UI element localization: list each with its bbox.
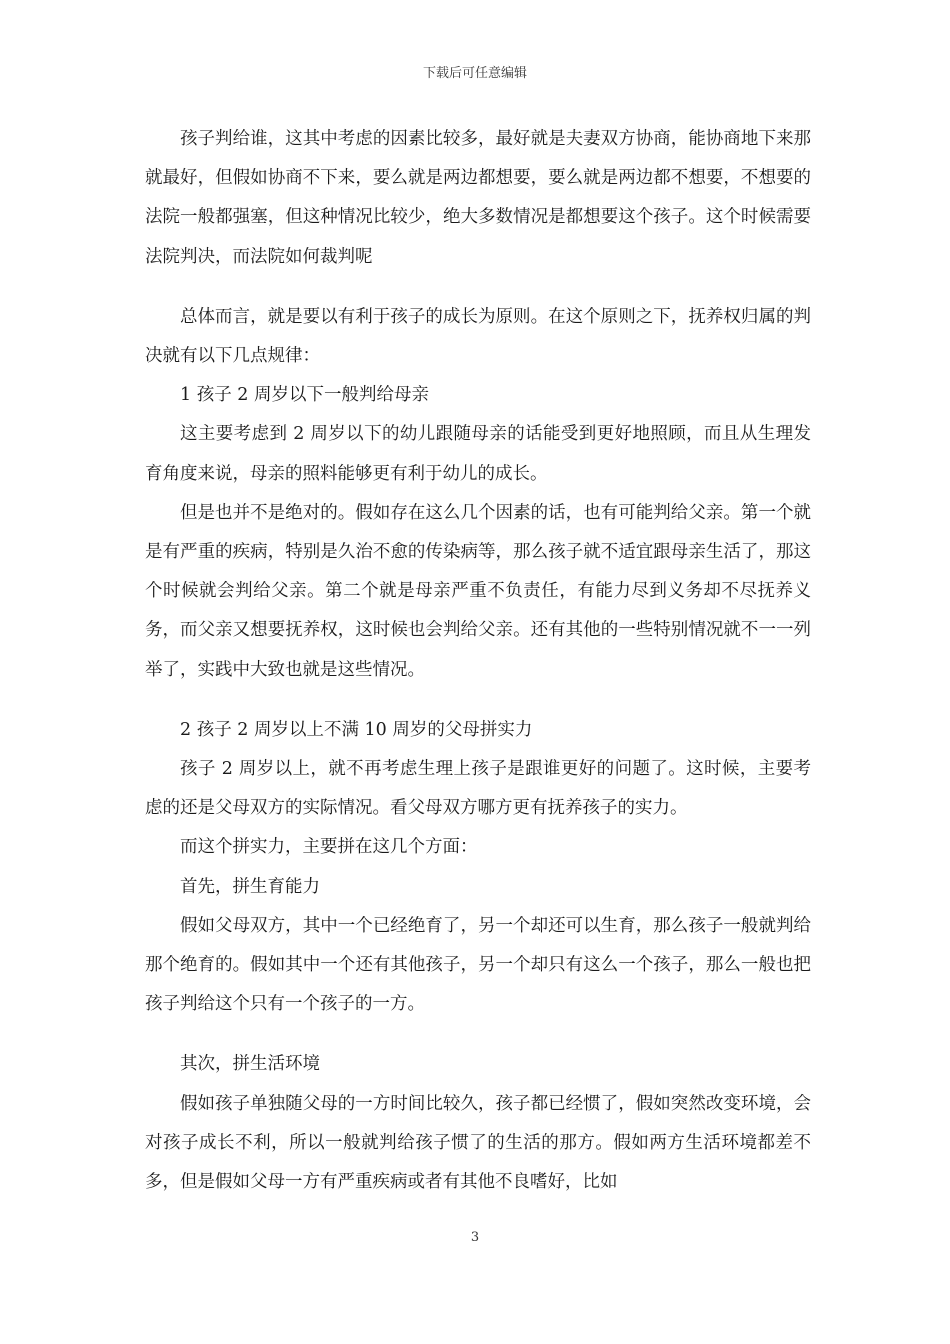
heading-under-two: 1 孩子 2 周岁以下一般判给母亲 [180, 385, 429, 406]
paragraph-aspects: 而这个拼实力，主要拼在这几个方面： [180, 837, 478, 858]
paragraph-principle: 总体而言，就是要以有利于孩子的成长为原则。在这个原则之下，抚养权归属的判决就有以下几点规律： [145, 306, 811, 367]
page-header: 下载后可任意编辑 [422, 66, 527, 81]
document-body [145, 120, 811, 1202]
paragraph-exceptions: 但是也并不是绝对的。假如存在这么几个因素的话，也有可能判给父亲。第一个就是有严重的疾病，特别是久治不愈的传染病等，那么孩子就不适宜跟母亲生活了，那这个时候就会判给父亲。第二个就是母亲严重不负责任，有能力尽到义务却不尽抚养义务，而父亲又想要抚养权，这时候也会判给父亲。还有其他的一些特别情况就不一一列举了，实践中大致也就是这些情况。 [145, 502, 811, 680]
paragraph-under-two-reason: 这主要考虑到 2 周岁以下的幼儿跟随母亲的话能受到更好地照顾，而且从生理发育角度来说，母亲的照料能够更有利于幼儿的成长。 [145, 424, 811, 484]
paragraph-fertility: 假如父母双方，其中一个已经绝育了，另一个却还可以生育，那么孩子一般就判给那个绝育的。假如其中一个还有其他孩子，另一个却只有这么一个孩子，那么一般也把孩子判给这个只有一个孩子的一方。 [145, 915, 811, 1015]
paragraph-intro: 孩子判给谁，这其中考虑的因素比较多，最好就是夫妻双方协商，能协商地下来那就最好，但假如协商不下来，要么就是两边都想要，要么就是两边都不想要，不想要的法院一般都强塞，但这种情况比较少，绝大多数情况是都想要这个孩子。这个时候需要法院判决，而法院如何裁判呢 [145, 129, 811, 267]
heading-two-to-ten: 2 孩子 2 周岁以上不满 10 周岁的父母拼实力 [180, 719, 533, 740]
paragraph-two-to-ten: 孩子 2 周岁以上，就不再考虑生理上孩子是跟谁更好的问题了。这时候，主要考虑的还是父母双方的实际情况。看父母双方哪方更有抚养孩子的实力。 [145, 759, 811, 819]
paragraph-environment: 假如孩子单独随父母的一方时间比较久，孩子都已经惯了，假如突然改变环境，会对孩子成长不利，所以一般就判给孩子惯了的生活的那方。假如两方生活环境都差不多，但是假如父母一方有严重疾病或者有其他不良嗜好，比如 [145, 1093, 811, 1193]
heading-fertility: 首先，拼生育能力 [180, 876, 320, 897]
heading-environment: 其次，拼生活环境 [180, 1054, 320, 1075]
page-number: 3 [470, 1230, 480, 1245]
